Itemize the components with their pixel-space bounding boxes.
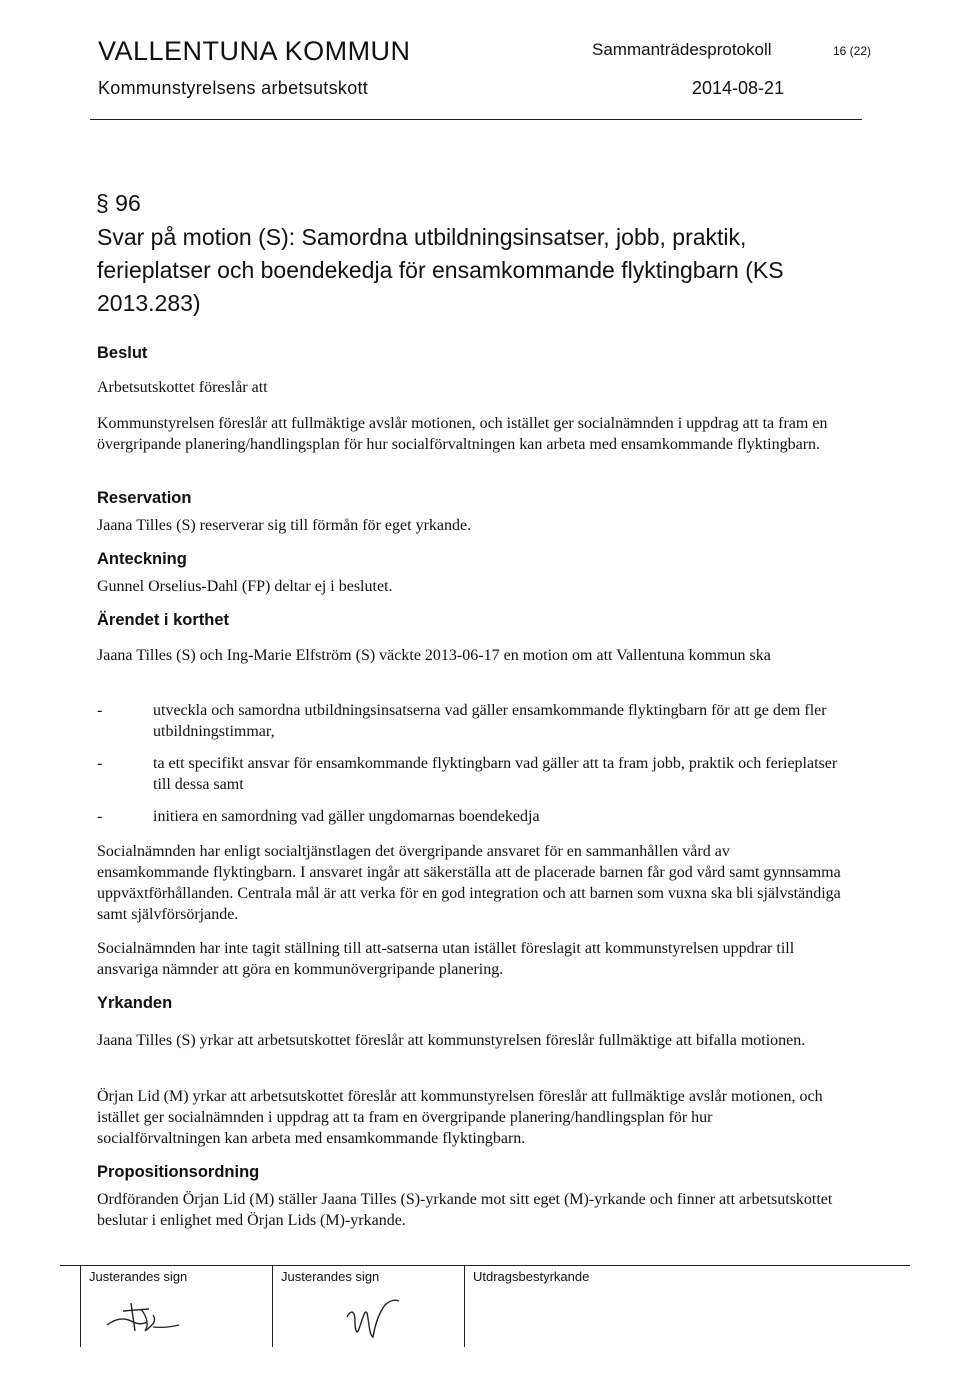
signature-initials-2 <box>343 1291 413 1347</box>
yrkanden-paragraph-1: Jaana Tilles (S) yrkar att arbetsutskottet föreslår att kommunstyrelsen föreslår fullmäktige att bifalla motionen. <box>97 1032 806 1049</box>
arendet-paragraph-2: Socialnämnden har inte tagit ställning till att-satserna utan istället föreslagit att kommunstyrelsen uppdrar till ansvariga nämnder att göra en kommunövergripande planering. <box>97 940 795 978</box>
heading-propositionsordning: Propositionsordning <box>97 1163 260 1181</box>
header-divider <box>90 119 862 120</box>
anteckning-text: Gunnel Orselius-Dahl (FP) deltar ej i beslutet. <box>97 578 393 595</box>
propositionsordning-text: Ordföranden Örjan Lid (M) ställer Jaana Tilles (S)-yrkande mot sitt eget (M)-yrkande och finner att arbetsutskottet beslutar i enlighet med Örjan Lids (M)-yrkande. <box>97 1191 833 1229</box>
arendet-paragraph-1: Socialnämnden har enligt socialtjänstlagen det övergripande ansvaret för en sammanhållen vård av ensamkommande flyktingbarn. I ansvaret ingår att säkerställa att de placerade barnen får god vård samt gynnsamma uppväxtförhållanden. Centrala mål är att verka för en god integration och att barnen som vuxna ska bli självständiga samt självförsörjande. <box>97 843 841 923</box>
committee-name: Kommunstyrelsens arbetsutskott <box>98 78 369 98</box>
signature-box-2 <box>272 1265 463 1347</box>
beslut-intro: Arbetsutskottet föreslår att <box>97 379 268 396</box>
heading-yrkanden: Yrkanden <box>97 994 173 1012</box>
list-dash: - <box>97 755 103 772</box>
signature-label: Justerandes sign <box>89 1269 188 1284</box>
extract-label: Utdragsbestyrkande <box>473 1269 590 1284</box>
document-type: Sammanträdesprotokoll <box>592 40 772 59</box>
heading-anteckning: Anteckning <box>97 550 187 568</box>
heading-reservation: Reservation <box>97 489 192 507</box>
list-item-text: initiera en samordning vad gäller ungdomarnas boendekedja <box>153 808 540 825</box>
arendet-intro: Jaana Tilles (S) och Ing-Marie Elfström (S) väckte 2013-06-17 en motion om att Vallentuna kommun ska <box>97 647 771 664</box>
heading-arendet: Ärendet i korthet <box>97 611 230 629</box>
beslut-text: Kommunstyrelsen föreslår att fullmäktige avslår motionen, och istället ger socialnämnden i uppdrag att ta fram en övergripande planering/handlingsplan för hur socialförvaltningen kan arbeta med ensamkommande flyktingbarn. <box>97 415 828 453</box>
paragraph-number: § 96 <box>96 190 141 216</box>
page-number: 16 (22) <box>833 44 872 58</box>
reservation-text: Jaana Tilles (S) reserverar sig till förmån för eget yrkande. <box>97 517 472 534</box>
section-title: Svar på motion (S): Samordna utbildningsinsatser, jobb, praktik, ferieplatser och boendekedja för ensamkommande flyktingbarn (KS 2013.283) <box>97 224 784 316</box>
organization-name: VALLENTUNA KOMMUN <box>98 36 411 66</box>
meeting-date: 2014-08-21 <box>692 78 785 98</box>
heading-beslut: Beslut <box>97 344 148 362</box>
signature-label: Justerandes sign <box>281 1269 380 1284</box>
yrkanden-paragraph-2: Örjan Lid (M) yrkar att arbetsutskottet föreslår att kommunstyrelsen föreslår att fullmäktige avslår motionen, och istället ger socialnämnden i uppdrag att ta fram en övergripande planering/handlingsplan för hur socialförvaltningen kan arbeta med ensamkommande flyktingbarn. <box>97 1088 823 1147</box>
list-dash: - <box>97 702 103 719</box>
signature-box-1 <box>80 1265 271 1347</box>
list-item-text: ta ett specifikt ansvar för ensamkommande flyktingbarn vad gäller att ta fram jobb, praktik och ferieplatser till dessa samt <box>153 755 838 793</box>
signature-initials-1 <box>101 1295 201 1337</box>
list-item-text: utveckla och samordna utbildningsinsatserna vad gäller ensamkommande flyktingbarn för att ge dem fler utbildningstimmar, <box>153 702 827 740</box>
list-dash: - <box>97 808 103 825</box>
extract-certification-box <box>464 1265 905 1347</box>
